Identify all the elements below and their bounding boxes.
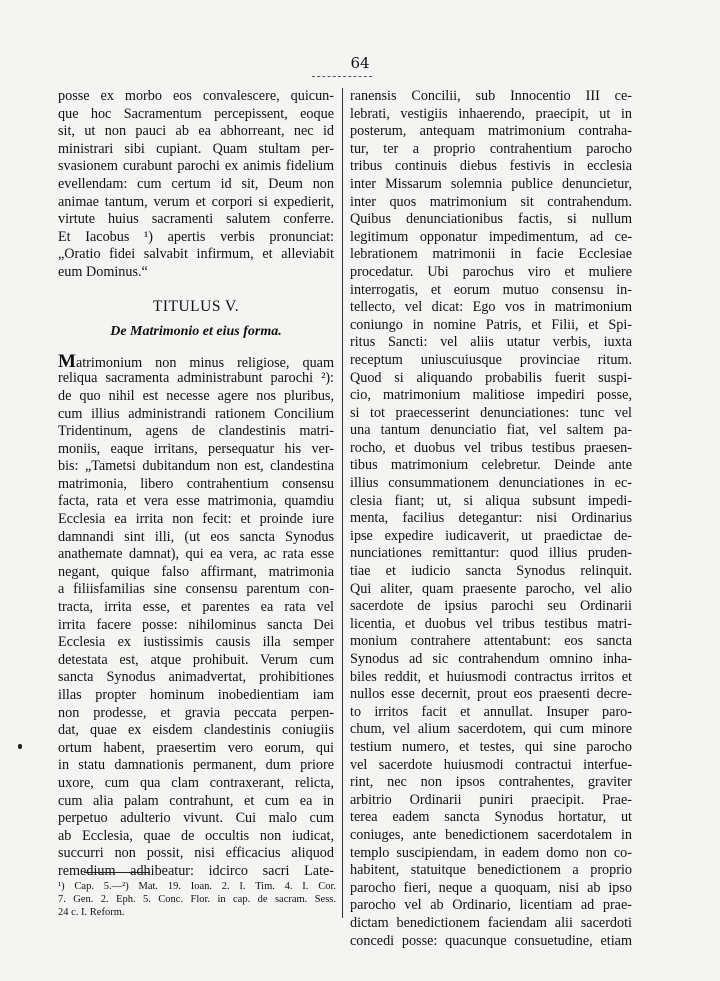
text-line: Quibus denunciationibus factis, si nullum <box>350 211 632 228</box>
text-line: reliqua sacramenta administrabunt parochi ²): <box>58 370 334 387</box>
text-line: remedium adhibeatur: idcirco sacri Late- <box>58 862 334 879</box>
text-line: „Oratio fidei salvabit infirmum, et alleviabit <box>58 246 334 263</box>
first-line-text: atrimonium non minus religiose, quam <box>75 354 334 371</box>
margin-dot <box>18 744 22 749</box>
left-body-paragraph <box>58 370 334 880</box>
text-line: cio, matrimonium malitiose impediri posse, <box>350 387 632 404</box>
text-line: bis: „Tametsi dubitandum non est, clandestina <box>58 458 334 475</box>
text-line: rocho, et duobus vel tribus testibus praesen- <box>350 439 632 456</box>
text-line: damnandi sint illi, (ut eos sancta Synodus <box>58 528 334 545</box>
text-line: tribus continuis diebus festivis in ecclesia <box>350 158 632 175</box>
dropcap: M <box>58 352 76 371</box>
text-line: eum Dominus.“ <box>58 263 148 280</box>
first-line <box>58 353 334 371</box>
text-line: habitent, statuitque benedictionem a proprio <box>350 862 632 879</box>
text-line: posterum, antequam matrimonium contraha- <box>350 123 632 140</box>
text-line: ministrari sibi cupiant. Quam stultam per- <box>58 140 334 157</box>
text-line: rint, nec non ipsos contrahentes, graviter <box>350 774 632 791</box>
text-line: interrogatis, et eorum mutuo consensu in- <box>350 281 632 298</box>
text-line: concedi posse: quacunque consuetudine, etiam <box>350 932 632 949</box>
text-line: vel sacerdote huiusmodi contractui interfue- <box>350 756 632 773</box>
text-line: nunciationes remittantur: quod illius pruden- <box>350 545 632 562</box>
text-line: menta, facilius detegantur: nisi Ordinarius <box>350 510 632 527</box>
text-line: sacerdote de ipsius parochi seu Ordinarii <box>350 598 632 615</box>
text-line: testium numero, et testes, qui sine parocho <box>350 738 632 755</box>
column-divider <box>342 88 343 918</box>
text-line: parocho fieri, neque a quoquam, nisi ab ipso <box>350 879 632 896</box>
text-line: dictam benedictionem faciendam alii sacerdoti <box>350 914 632 931</box>
text-line: inter quos matrimonium sit contrahendum. <box>350 193 632 210</box>
text-line: templo suscipiendam, in eadem domo non co- <box>350 844 632 861</box>
text-line: biles reddit, et huiusmodi contractus irritos et <box>350 668 632 685</box>
text-line: inter Missarum solemnia publice denuncietur, <box>350 175 632 192</box>
text-line: coniuges, ante benedictionem sacerdotalem in <box>350 826 632 843</box>
text-line: tellecto, vel dicat: Ego vos in matrimonium <box>350 299 632 316</box>
text-line: coniungo in nomine Patris, et Filii, et Spi- <box>350 316 632 333</box>
text-line: una tantum denunciatio fiat, vel saltem pa- <box>350 422 632 439</box>
text-line: detestata est, atque prohibuit. Verum cum <box>58 651 334 668</box>
text-line: matrimonia, libero contrahentium consensu <box>58 475 334 492</box>
footnote-rule <box>84 872 150 873</box>
text-line: succurri non possit, nisi efficacius aliquod <box>58 845 334 862</box>
text-line: licentia, et duobus vel tribus testibus matri- <box>350 615 632 632</box>
text-line: que hoc Sacramentum percepissent, eoque <box>58 105 334 122</box>
text-line: ortum habent, praesertim vero eorum, qui <box>58 739 334 756</box>
text-line: Ecclesia ex iustissimis causis illa semper <box>58 634 334 651</box>
footnote-line: ¹) Cap. 5.—²) Mat. 19. Ioan. 2. I. Tim. 4. I. Cor. <box>58 881 336 892</box>
text-line: cum illius administrandi rationem Concilium <box>58 405 334 422</box>
text-line: Quod si aliquando probabilis fuerit suspi- <box>350 369 632 386</box>
text-line: lebrati, vestigiis inhaerendo, praecipit, ut in <box>350 105 632 122</box>
text-line: illius consummationem denunciationes in ec- <box>350 475 632 492</box>
left-intro-paragraph <box>58 88 334 282</box>
text-line: ritus Sancti: vel aliis utatur verbis, iuxta <box>350 334 632 351</box>
text-line: chum, vel alium sacerdotem, qui cum minore <box>350 721 632 738</box>
text-line: tur, ter a proprio contrahentium parocho <box>350 140 632 157</box>
text-line: ab Ecclesia, quae de occultis non iudicat, <box>58 827 334 844</box>
text-line: anathemate damnat), qui ea vera, ac rata esse <box>58 546 334 563</box>
text-line: a filiisfamilias sine consensu parentum con- <box>58 581 334 598</box>
text-line: Ecclesia ea irrita non fecit: et proinde iure <box>58 511 334 528</box>
footnote-line: 24 c. I. Reform. <box>58 907 125 918</box>
text-line: legitimum opponatur impedimentum, ad ce- <box>350 228 632 245</box>
text-line: to irritos facit et annullat. Insuper paro- <box>350 703 632 720</box>
text-line: Synodus ad sic contrahendum omnino inha- <box>350 651 632 667</box>
left-column <box>58 88 334 881</box>
text-line: ipse expedire iudicaverit, ut praedictae de- <box>350 527 632 544</box>
right-body-paragraph <box>350 88 632 950</box>
text-line: lebrationem matrimonii in facie Ecclesiae <box>350 246 632 263</box>
text-line: ranensis Concilii, sub Innocentio III ce- <box>350 88 632 104</box>
text-line: posse ex morbo eos convalescere, quicun- <box>58 88 334 104</box>
text-line: receptum uniuscuiusque provinciae ritum. <box>350 351 632 368</box>
footnote-line: 7. Gen. 2. Eph. 5. Conc. Flor. in cap. de sacram. Sess. <box>58 894 336 905</box>
section-subtitle: De Matrimonio et eius forma. <box>110 324 282 340</box>
text-line: de quo nihil est necesse agere nos pluribus, <box>58 387 334 404</box>
page-number-ornament <box>312 73 372 77</box>
page-number <box>0 54 720 72</box>
footnotes <box>58 880 336 919</box>
text-line: nullos esse decernit, prout eos praesenti decre- <box>350 686 632 703</box>
text-line: facta, rata et vera esse matrimonia, quamdiu <box>58 493 334 510</box>
text-line: sit, ut non pauci ab ea abhorreant, nec id <box>58 123 334 140</box>
text-line: animae tantum, verum et corpori si expedierit, <box>58 193 334 210</box>
text-line: procedatur. Ubi parochus viro et muliere <box>350 263 632 280</box>
text-line: si tot praecesserint denunciationes: tunc vel <box>350 404 632 421</box>
text-line: dat, quae ex eisdem clandestinis coniugiis <box>58 722 334 739</box>
text-line: terea eadem sancta Synodus hortatur, ut <box>350 809 632 826</box>
text-line: clesia fiant; ut, si aliqua subsunt impedi- <box>350 492 632 509</box>
text-line: irrita facere posse: nihilominus sancta Dei <box>58 616 334 633</box>
text-line: in statu damnationis permanent, dum priore <box>58 757 334 774</box>
text-line: Et Iacobus ¹) apertis verbis pronunciat: <box>58 228 334 245</box>
text-line: non prodesse, et gravia peccata perpen- <box>58 704 334 721</box>
text-line: sancta Synodus animadvertat, prohibitiones <box>58 669 334 686</box>
page-number-text: 64 <box>350 54 370 72</box>
text-line: virtute huius sacramenti salutem conferre. <box>58 211 334 228</box>
text-line: moniis, eaque irritans, persequatur his ver- <box>58 440 334 457</box>
right-column <box>350 88 632 950</box>
text-line: Tridentinum, agens de clandestinis matri- <box>58 423 334 440</box>
text-line: evellendam: cum certum id sit, Deum non <box>58 175 334 192</box>
text-line: arbitrio Ordinarii puniri praecipit. Prae- <box>350 791 632 808</box>
text-line: tibus matrimonium celebretur. Deinde ante <box>350 457 632 474</box>
text-line: tracta, irrita esse, et parentes ea rata vel <box>58 599 334 616</box>
text-line: svasionem curabunt parochi ex animis fidelium <box>58 158 334 175</box>
text-line: monium contrahere attentabunt: eos sancta <box>350 633 632 650</box>
text-line: cum alia palam contrahunt, et cum ea in <box>58 792 334 809</box>
text-line: uxore, cum qua clam contraxerant, relicta, <box>58 774 334 791</box>
text-line: tiae et iudicio sancta Synodus relinquit. <box>350 563 632 580</box>
text-line: perpetuo adulterio vivunt. Cui malo cum <box>58 810 334 827</box>
text-line: negant, quique falso affirmant, matrimonia <box>58 563 334 580</box>
section-title: TITULUS V. <box>152 297 240 315</box>
text-line: parocho vel ab Ordinario, licentiam ad prae- <box>350 897 632 914</box>
text-line: Qui aliter, quam praesente parocho, vel alio <box>350 580 632 597</box>
text-line: illas propter hominum inobedientiam iam <box>58 687 334 703</box>
